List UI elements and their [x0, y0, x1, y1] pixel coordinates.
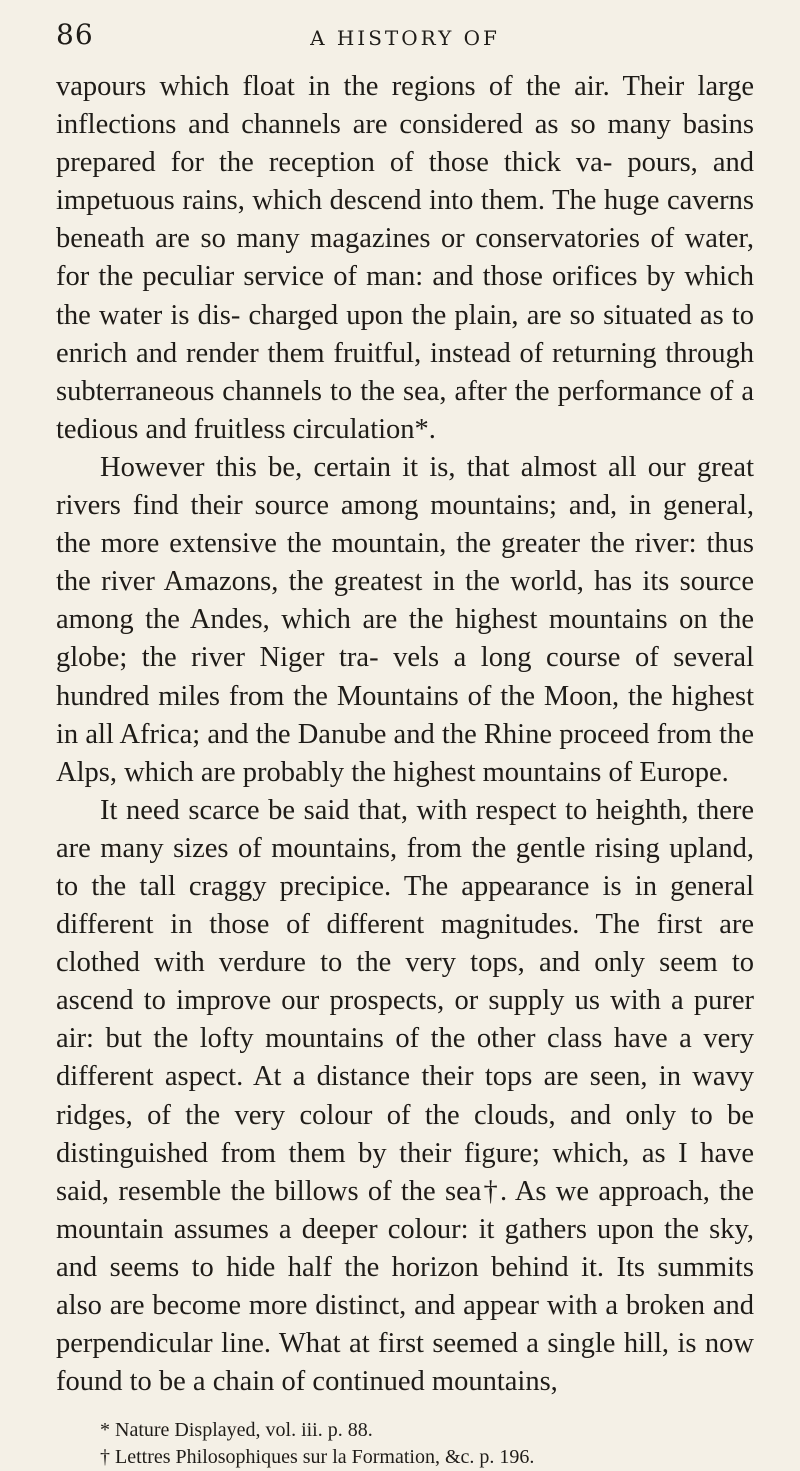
page-header — [56, 18, 754, 68]
footnote: * Nature Displayed, vol. iii. p. 88. — [100, 1419, 373, 1442]
page-number: 86 — [56, 18, 94, 51]
body-text — [56, 68, 754, 1401]
footnotes — [56, 1417, 754, 1471]
paragraph: However this be, certain it is, that almost all our great rivers find their source among mountains; and, in general, the more extensive the mountain, the greater the river: thus the river Amazons, the greatest in the world, has its source among the Andes, which are the highest mountains on the globe; the river Niger tra- vels a long course of several hundred miles from the Mountains of the Moon, the highest in all Africa; and the Danube and the Rhine proceed from the Alps, which are probably the highest mountains of Europe. — [56, 451, 754, 788]
footnote: † Lettres Philosophiques sur la Formation, &c. p. 196. — [100, 1446, 535, 1469]
paragraph: It need scarce be said that, with respect to heighth, there are many sizes of mountains, from the gentle rising upland, to the tall craggy precipice. The appearance is in general different in those of different magnitudes. The first are clothed with verdure to the very tops, and only seem to ascend to improve our prospects, or supply us with a purer air: but the lofty mountains of the other class have a very different aspect. At a distance their tops are seen, in wavy ridges, of the very colour of the clouds, and only to be distinguished from them by their figure; which, as I have said, resemble the billows of the sea†. As we approach, the mountain assumes a deeper colour: it gathers upon the sky, and seems to hide half the horizon behind it. Its summits also are become more distinct, and appear with a broken and perpendicular line. What at first seemed a single hill, is now found to be a chain of continued mountains, — [56, 794, 754, 1398]
running-head: A HISTORY OF — [310, 26, 500, 50]
paragraph: vapours which float in the regions of the air. Their large inflections and channels are considered as so many basins prepared for the reception of those thick va- pours, and impetuous rains, which descend into them. The huge caverns beneath are so many magazines or conservatories of water, for the peculiar service of man: and those orifices by which the water is dis- charged upon the plain, are so situated as to enrich and render them fruitful, instead of returning through subterraneous channels to the sea, after the performance of a tedious and fruitless circulation*. — [56, 71, 754, 445]
